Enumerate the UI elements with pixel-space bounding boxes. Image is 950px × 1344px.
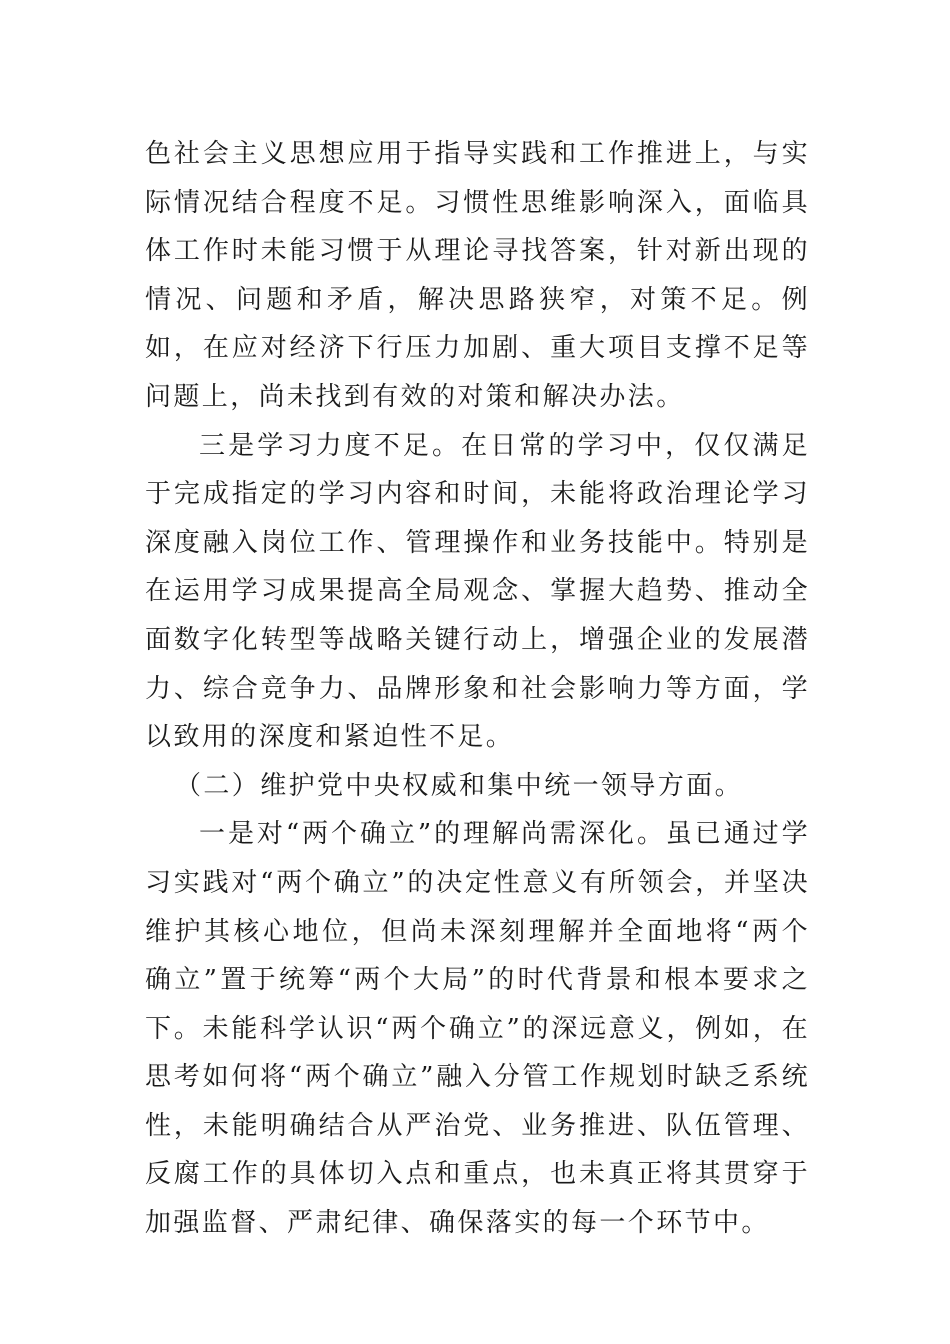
paragraph-continuation: 色社会主义思想应用于指导实践和工作推进上，与实际情况结合程度不足。习惯性思维影响深入，面临具体工作时未能习惯于从理论寻找答案，针对新出现的情况、问题和矛盾，解决思路狭窄，对策不足。例如，在应对经济下行压力加剧、重大项目支撑不足等问题上，尚未找到有效的对策和解决办法。 [145, 139, 810, 412]
document-body [145, 130, 810, 1248]
section-heading-two: （二）维护党中央权威和集中统一领导方面。 [175, 770, 744, 801]
paragraph-two-establishments: 一是对“两个确立”的理解尚需深化。虽已通过学习实践对“两个确立”的决定性意义有所领会，并坚决维护其核心地位，但尚未深刻理解并全面地将“两个确立”置于统筹“两个大局”的时代背景和根本要求之下。未能科学认识“两个确立”的深远意义，例如，在思考如何将“两个确立”融入分管工作规划时缺乏系统性，未能明确结合从严治党、业务推进、队伍管理、反腐工作的具体切入点和重点，也未真正将其贯穿于加强监督、严肃纪律、确保落实的每一个环节中。 [145, 819, 810, 1239]
paragraph-study-intensity: 三是学习力度不足。在日常的学习中，仅仅满足于完成指定的学习内容和时间，未能将政治理论学习深度融入岗位工作、管理操作和业务技能中。特别是在运用学习成果提高全局观念、掌握大趋势、推动全面数字化转型等战略关键行动上，增强企业的发展潜力、综合竞争力、品牌形象和社会影响力等方面，学以致用的深度和紧迫性不足。 [145, 430, 810, 753]
